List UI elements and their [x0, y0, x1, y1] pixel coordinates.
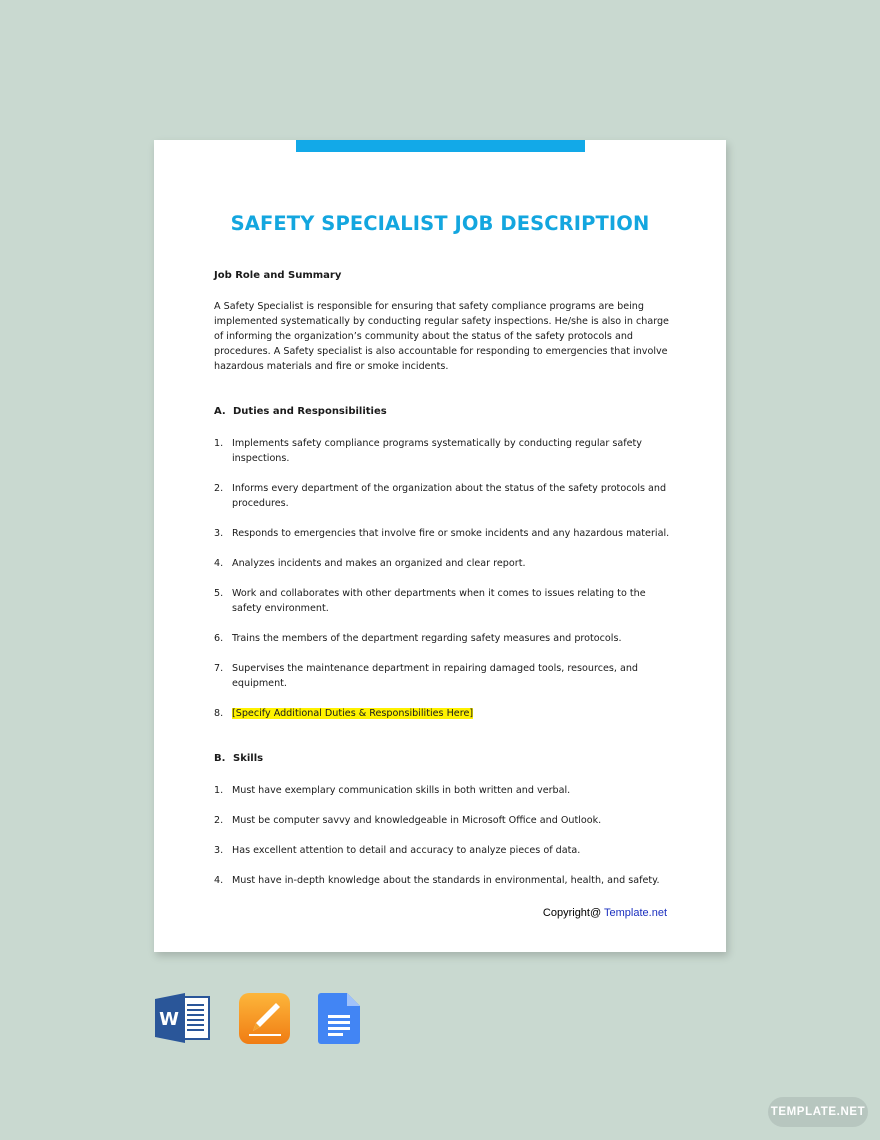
item-text: Implements safety compliance programs systematically by conducting regular safety inspections. [232, 438, 642, 464]
list-item [214, 706, 674, 721]
item-number: 1. [214, 438, 224, 449]
item-text: Informs every department of the organization about the status of the safety protocols and procedures. [232, 483, 667, 509]
list-item [214, 783, 674, 798]
item-number: 2. [214, 815, 224, 826]
item-text: Supervises the maintenance department in repairing damaged tools, resources, and equipment. [232, 663, 639, 689]
item-number: 2. [214, 483, 224, 494]
list-item [214, 843, 674, 858]
list-item [214, 661, 674, 691]
copyright-link[interactable]: Template.net [604, 907, 667, 919]
item-text: Responds to emergencies that involve fire or smoke incidents and any hazardous material. [232, 528, 670, 539]
list-item [214, 556, 674, 571]
section-b-letter: B. [214, 753, 226, 764]
skills-list [214, 783, 674, 888]
pages-icon[interactable] [239, 993, 290, 1044]
svg-text:W: W [159, 1009, 179, 1030]
section-b-heading [214, 751, 674, 766]
item-text: Work and collaborates with other departments when it comes to issues relating to the safety environment. [232, 588, 646, 614]
document-page [154, 140, 726, 952]
copyright-prefix: Copyright@ [542, 907, 605, 919]
list-item [214, 526, 674, 541]
item-text: Must have in-depth knowledge about the standards in environmental, health, and safety. [232, 875, 660, 886]
list-item [214, 481, 674, 511]
list-item [214, 631, 674, 646]
section-b-title: Skills [233, 753, 264, 764]
item-text: Analyzes incidents and makes an organized and clear report. [232, 558, 526, 569]
section-a-heading [214, 404, 674, 419]
item-text: Has excellent attention to detail and accuracy to analyze pieces of data. [232, 845, 581, 856]
copyright-line [543, 907, 667, 919]
item-text: Must be computer savvy and knowledgeable in Microsoft Office and Outlook. [232, 815, 602, 826]
summary-heading: Job Role and Summary [214, 270, 342, 281]
list-item [214, 436, 674, 466]
list-item [214, 586, 674, 616]
accent-bar [296, 140, 585, 152]
item-number: 7. [214, 663, 224, 674]
section-a-letter: A. [214, 406, 226, 417]
item-text: Must have exemplary communication skills in both written and verbal. [232, 785, 571, 796]
word-icon[interactable] [155, 993, 211, 1043]
document-title: SAFETY SPECIALIST JOB DESCRIPTION [230, 212, 650, 235]
list-item [214, 873, 674, 888]
item-number: 8. [214, 708, 224, 719]
document-body [214, 268, 674, 903]
item-number: 5. [214, 588, 224, 599]
section-a-title: Duties and Responsibilities [233, 406, 387, 417]
template-net-badge[interactable]: TEMPLATE.NET [768, 1097, 868, 1127]
item-number: 4. [214, 875, 224, 886]
summary-paragraph: A Safety Specialist is responsible for ensuring that safety compliance programs are being implemented systematically by conducting regular safety inspections. He/she is also in charge of informing the organization’s community about the status of the safety protocols and procedures. A Safety specialist is also accountable for responding to emergencies that involve hazardous materials and fire or smoke incidents. [214, 301, 669, 372]
item-number: 3. [214, 528, 224, 539]
list-item [214, 813, 674, 828]
item-number: 6. [214, 633, 224, 644]
item-number: 4. [214, 558, 224, 569]
duties-list [214, 436, 674, 721]
item-text: Trains the members of the department regarding safety measures and protocols. [232, 633, 622, 644]
item-number: 1. [214, 785, 224, 796]
google-docs-icon[interactable] [318, 993, 360, 1044]
placeholder-highlight: [Specify Additional Duties & Responsibilities Here] [232, 708, 474, 719]
item-number: 3. [214, 845, 224, 856]
